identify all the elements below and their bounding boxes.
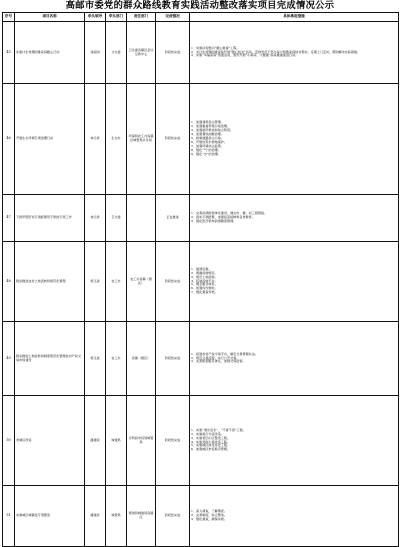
- measure-paragraph: 5．健全服务体系。: [191, 282, 218, 287]
- row-measures: [190, 396, 399, 486]
- row-status: 阶段性完成: [156, 242, 190, 322]
- header-resp-dept: 责任部门: [127, 13, 156, 22]
- measure-paragraph: 5．实施城区绿化亮化工程。: [191, 443, 231, 448]
- row-lead-dept: 生态办: [106, 84, 127, 195]
- measure-paragraph: 1．搭建农村产权交易平台，制定交易管理办法。: [191, 351, 258, 356]
- row-status: 阶段性完成: [156, 84, 190, 195]
- row-lead-dept: 农工办: [106, 322, 127, 396]
- row-project-name: 老城区改造: [15, 396, 85, 486]
- row-project-name: 实施城区城镇化专项整治: [15, 486, 85, 547]
- row-measures: [190, 22, 399, 84]
- row-measures: [190, 242, 399, 322]
- row-resp-dept: 水利局市容局城管局: [127, 396, 156, 486]
- row-project-name: 实施计生特殊困难家庭暖心行动: [15, 22, 85, 84]
- measure-paragraph: 3．强化督查，确保实效。: [191, 516, 227, 521]
- row-lead-dept: 城建局: [106, 396, 127, 486]
- header-status: 完成情况: [156, 13, 190, 22]
- row-status: 阶段性完成: [156, 396, 190, 486]
- measure-paragraph: 2．明确流转规范。: [191, 270, 218, 275]
- row-lead-leader: 杨玉美: [85, 242, 106, 322]
- measure-paragraph: 8．强化“气”的治理。: [191, 147, 221, 152]
- measure-paragraph: 3．规范土地流转。: [191, 274, 218, 279]
- measure-paragraph: 6．加强纠纷调处。: [191, 286, 218, 291]
- row-project-name: 开展生态环境专项治理行动: [15, 84, 85, 195]
- row-lead-leader: 潘建荣: [85, 486, 106, 547]
- row-lead-dept: 农工办: [106, 242, 127, 322]
- table-row: [3, 195, 399, 242]
- measure-paragraph: 6．加强城区市容秩序管理。: [191, 447, 231, 452]
- row-number: 47: [3, 195, 15, 242]
- measure-paragraph: 5．控制道路扬尘污染。: [191, 136, 224, 141]
- measure-paragraph: 1．摸清底数。: [191, 266, 212, 271]
- row-resp-dept: 农工办各镇（园区）: [127, 242, 156, 322]
- measure-paragraph: 6．开展饮用水源地保护。: [191, 139, 227, 144]
- measure-paragraph: 1．实施“清水活水”、“不淹不涝”工程。: [191, 427, 246, 432]
- row-status: 阶段性完成: [156, 22, 190, 84]
- header-lead-leader: 牵头领导: [85, 13, 106, 22]
- page-title: 高邮市委党的群众路线教育实践活动整改落实项目完成情况公示: [65, 0, 335, 11]
- measure-paragraph: 4．实施背街小巷改造工程。: [191, 439, 231, 444]
- table-row: [3, 84, 399, 195]
- measure-paragraph: 4．搭建流转平台。: [191, 278, 218, 283]
- measure-paragraph: 1．加强建筑扬尘管理。: [191, 120, 224, 125]
- row-number: 48: [3, 242, 15, 322]
- header-no: 序号: [3, 13, 15, 22]
- measure-paragraph: 2．加强畜禽养殖污染治理。: [191, 124, 231, 129]
- table-row: [3, 396, 399, 486]
- row-resp-dept: 卫生委各镇区会诊互助中心: [127, 22, 156, 84]
- row-resp-dept: 规划局城建局各镇区: [127, 486, 156, 547]
- row-number: 51: [3, 486, 15, 547]
- table-row: [3, 22, 399, 84]
- measure-paragraph: 3．强化医疗机构消毒隔离管理。: [191, 218, 237, 223]
- row-number: 50: [3, 396, 15, 486]
- row-measures: [190, 322, 399, 396]
- measure-paragraph: 2．实施雨污分流改造。: [191, 431, 224, 436]
- measure-paragraph: 1．完善疾病防控体系建设，健全市、镇、村三级网络。: [191, 211, 268, 216]
- row-measures: [190, 195, 399, 242]
- row-lead-leader: 杨玉美: [85, 322, 106, 396]
- row-lead-leader: 潘建荣: [85, 396, 106, 486]
- measure-paragraph: 2．对计生特殊困难家庭开展“暖心结对”活动，安排党员干部与每户特殊家庭结对帮扶，定期上门走访，帮助解决实际困难。: [191, 49, 361, 54]
- row-lead-dept: 计生委: [106, 22, 127, 84]
- row-lead-dept: 城管局: [106, 486, 127, 547]
- measure-paragraph: 7．加强环境执法监管。: [191, 143, 224, 148]
- row-project-name: 稳步推进土地流转和制度规范化管理农村产权交易市场建设: [15, 322, 85, 396]
- row-lead-dept: 卫计委: [106, 195, 127, 242]
- measure-paragraph: 2．落实专项经费，加强疫苗接种和宣传教育。: [191, 215, 255, 220]
- row-measures: [190, 84, 399, 195]
- row-resp-dept: 各镇（园区）: [127, 322, 156, 396]
- table-header-row: [3, 13, 399, 22]
- row-resp-dept: 环保局农工办各镇区城管局水务局: [127, 84, 156, 195]
- table-row: [3, 486, 399, 547]
- measure-paragraph: 2．完善制度，综合整治。: [191, 513, 227, 518]
- table-row: [3, 242, 399, 322]
- row-project-name: 稳步推进农村土地流转和规范化管理: [15, 242, 85, 322]
- header-project-name: 项目名称: [15, 13, 85, 22]
- row-lead-leader: 钱家国: [85, 22, 106, 84]
- header-lead-dept: 牵头部门: [106, 13, 127, 22]
- row-measures: [190, 486, 399, 547]
- row-status: 阶段性完成: [156, 322, 190, 396]
- measure-paragraph: 1．深入调查，了解情况。: [191, 509, 227, 514]
- measure-paragraph: 3．完善配套服务体系，加强交易监管。: [191, 359, 246, 364]
- project-table: [2, 12, 399, 547]
- table-row: [3, 322, 399, 396]
- measure-paragraph: 1．实施扶贫慰问“暖心救援”工程。: [191, 45, 240, 50]
- measure-paragraph: 3．加强秸秆禁烧和综合利用。: [191, 128, 234, 133]
- measure-paragraph: 7．强化督查考核。: [191, 290, 218, 295]
- measure-paragraph: 4．加强餐饮油烟治理。: [191, 132, 224, 137]
- measure-paragraph: 9．强化“水”的治理。: [191, 151, 221, 156]
- row-status: 正在推进: [156, 195, 190, 242]
- header-measures: 具体推进措施: [190, 13, 399, 22]
- row-number: 49: [3, 322, 15, 396]
- row-number: 45: [3, 22, 15, 84]
- row-number: 46: [3, 84, 15, 195]
- row-status: 阶段性完成: [156, 486, 190, 547]
- row-resp-dept: [127, 195, 156, 242]
- row-project-name: 下拨甲型肝炎专项经费用于防控专项工作: [15, 195, 85, 242]
- measure-paragraph: 3．实施“幸福家庭”创建活动，组织开展“小家庭、大健康”家庭健康促进行动。: [191, 53, 299, 58]
- row-lead-leader: 林元祥: [85, 195, 106, 242]
- measure-paragraph: 3．实施老旧小区整治工程。: [191, 435, 231, 440]
- measure-paragraph: 2．规范交易流程，实行公开交易。: [191, 355, 240, 360]
- row-lead-leader: 林元祥: [85, 84, 106, 195]
